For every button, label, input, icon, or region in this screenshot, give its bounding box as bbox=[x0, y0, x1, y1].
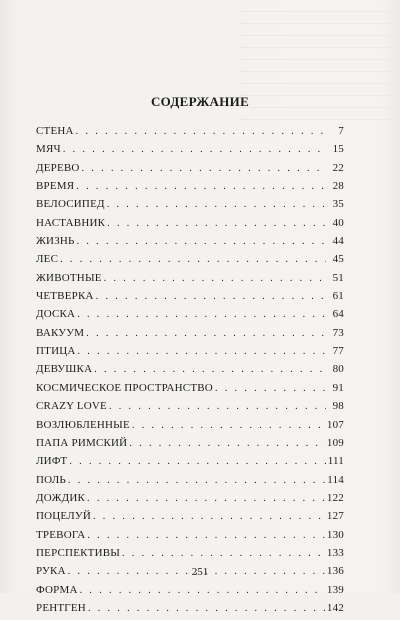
toc-entry bbox=[36, 327, 344, 345]
toc-entry-page: 77 bbox=[332, 345, 344, 358]
toc-leader-dots bbox=[68, 475, 325, 486]
toc-entry-page: 51 bbox=[332, 271, 344, 284]
toc-entry-title: ДОСКА bbox=[36, 308, 76, 321]
toc-leader-dots bbox=[87, 493, 325, 504]
toc-leader-dots bbox=[78, 346, 327, 357]
toc-leader-dots bbox=[60, 254, 326, 265]
toc-entry-page: 114 bbox=[327, 473, 344, 486]
toc-entry-page: 91 bbox=[332, 381, 344, 394]
toc-entry-title: ПОЛЬ bbox=[36, 473, 66, 486]
toc-entry-title: ДЕРЕВО bbox=[36, 161, 80, 174]
toc-entry-page: 98 bbox=[332, 400, 344, 413]
toc-entry-title: РУКА bbox=[36, 565, 66, 578]
toc-entry bbox=[36, 272, 344, 290]
toc-entry-title: ЖИЗНЬ bbox=[36, 235, 75, 248]
toc-entry bbox=[36, 602, 344, 620]
toc-entry-title: МЯЧ bbox=[36, 143, 61, 156]
toc-entry-title: ДЕВУШКА bbox=[36, 363, 93, 376]
toc-entry-title: ПАПА РИМСКИЙ bbox=[36, 436, 128, 449]
toc-entry-page: 61 bbox=[332, 290, 344, 303]
toc-entry bbox=[36, 198, 344, 216]
toc-entry-title: ЛИФТ bbox=[36, 455, 68, 468]
toc-entry bbox=[36, 529, 344, 547]
page-number: 251 bbox=[191, 566, 209, 578]
toc-entry-title: ТРЕВОГА bbox=[36, 528, 86, 541]
toc-entry bbox=[36, 474, 344, 492]
toc-entry-page: 28 bbox=[332, 180, 344, 193]
toc-entry-title: ЛЕС bbox=[36, 253, 59, 266]
toc-entry-title: ФОРМА bbox=[36, 583, 78, 596]
toc-entry bbox=[36, 162, 344, 180]
toc-entry-page: 73 bbox=[332, 326, 344, 339]
toc-entry bbox=[36, 492, 344, 510]
toc-entry-title: НАСТАВНИК bbox=[36, 216, 106, 229]
toc-entry-title: КОСМИЧЕСКОЕ ПРОСТРАНСТВО bbox=[36, 381, 213, 394]
toc-leader-dots bbox=[76, 181, 326, 192]
toc-entry-page: 40 bbox=[332, 216, 344, 229]
toc-entry-page: 64 bbox=[332, 308, 344, 321]
toc-entry bbox=[36, 455, 344, 473]
toc-entry-page: 130 bbox=[326, 528, 344, 541]
toc-entry-title: ВЕЛОСИПЕД bbox=[36, 198, 105, 211]
toc-leader-dots bbox=[132, 420, 325, 431]
toc-entry bbox=[36, 235, 344, 253]
toc-entry-page: 45 bbox=[332, 253, 344, 266]
toc-entry-page: 127 bbox=[326, 510, 344, 523]
toc-entry bbox=[36, 510, 344, 528]
toc-entry-title: ВАКУУМ bbox=[36, 326, 85, 339]
toc-entry-title: ЖИВОТНЫЕ bbox=[36, 271, 102, 284]
toc-leader-dots bbox=[104, 273, 326, 284]
toc-entry-title: ВРЕМЯ bbox=[36, 180, 75, 193]
toc-entry bbox=[36, 125, 344, 143]
toc-entry bbox=[36, 345, 344, 363]
toc-entry bbox=[36, 253, 344, 271]
toc-entry bbox=[36, 400, 344, 418]
toc-entry-title: ДОЖДИК bbox=[36, 491, 86, 504]
toc-entry-page: 142 bbox=[326, 601, 344, 614]
toc-leader-dots bbox=[82, 163, 326, 174]
toc-leader-dots bbox=[96, 291, 326, 302]
toc-leader-dots bbox=[107, 218, 326, 229]
toc-entry-page: 136 bbox=[326, 565, 344, 578]
toc-leader-dots bbox=[129, 438, 325, 449]
toc-entry bbox=[36, 437, 344, 455]
toc-leader-dots bbox=[77, 236, 326, 247]
toc-entry-title: ВОЗЛЮБЛЕННЫЕ bbox=[36, 418, 130, 431]
toc-leader-dots bbox=[76, 126, 326, 137]
toc-entry bbox=[36, 180, 344, 198]
toc-leader-dots bbox=[87, 530, 325, 541]
toc-entry-page: 122 bbox=[326, 491, 344, 504]
page-title: СОДЕРЖАНИЕ bbox=[150, 94, 250, 109]
toc-leader-dots bbox=[86, 328, 326, 339]
toc-entry-page: 109 bbox=[326, 436, 344, 449]
toc-entry-page: 44 bbox=[332, 235, 344, 248]
toc-leader-dots bbox=[80, 585, 325, 596]
toc-entry-title: ПТИЦА bbox=[36, 345, 76, 358]
toc-entry-title: ПЕРСПЕКТИВЫ bbox=[36, 546, 121, 559]
toc-entry-page: 139 bbox=[326, 583, 344, 596]
toc-entry-page: 107 bbox=[326, 418, 344, 431]
toc-leader-dots bbox=[93, 511, 325, 522]
toc-entry bbox=[36, 419, 344, 437]
toc-entry bbox=[36, 308, 344, 326]
toc-leader-dots bbox=[94, 364, 326, 375]
toc-entry-page: 133 bbox=[326, 546, 344, 559]
table-of-contents bbox=[36, 125, 344, 620]
toc-entry-title: CRAZY LOVE bbox=[36, 400, 107, 413]
toc-entry-title: РЕНТГЕН bbox=[36, 601, 86, 614]
toc-leader-dots bbox=[107, 199, 326, 210]
toc-entry-page: 7 bbox=[338, 125, 344, 137]
toc-entry-page: 22 bbox=[332, 161, 344, 174]
toc-entry bbox=[36, 547, 344, 565]
toc-entry bbox=[36, 290, 344, 308]
toc-leader-dots bbox=[77, 309, 326, 320]
toc-leader-dots bbox=[69, 456, 325, 467]
toc-entry-page: 15 bbox=[332, 143, 344, 156]
toc-leader-dots bbox=[122, 548, 325, 559]
toc-entry-page: 111 bbox=[327, 455, 344, 468]
toc-leader-dots bbox=[63, 144, 326, 155]
toc-leader-dots bbox=[109, 401, 326, 412]
toc-entry-title: СТЕНА bbox=[36, 125, 74, 137]
toc-entry bbox=[36, 363, 344, 381]
toc-entry bbox=[36, 217, 344, 235]
toc-entry-title: ПОЦЕЛУЙ bbox=[36, 510, 91, 523]
toc-entry-page: 80 bbox=[332, 363, 344, 376]
toc-entry-title: ЧЕТВЕРКА bbox=[36, 290, 94, 303]
toc-entry-page: 35 bbox=[332, 198, 344, 211]
toc-entry bbox=[36, 143, 344, 161]
toc-entry bbox=[36, 382, 344, 400]
toc-leader-dots bbox=[88, 603, 325, 614]
toc-leader-dots bbox=[215, 383, 326, 394]
